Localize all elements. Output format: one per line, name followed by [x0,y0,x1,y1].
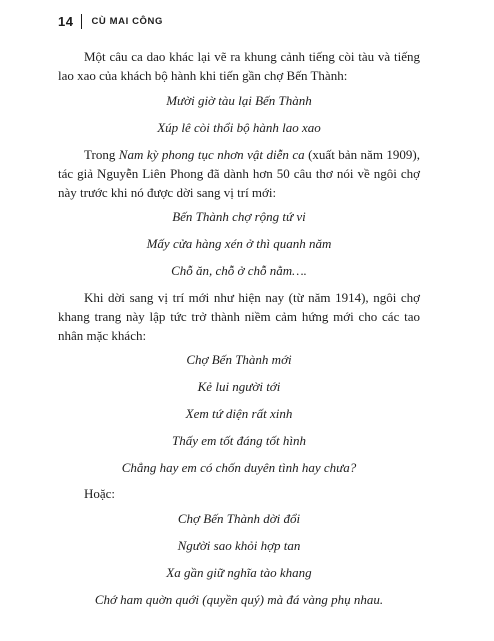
page-header [58,14,163,29]
paragraph-new-location: Khi dời sang vị trí mới như hiện nay (từ năm 1914), ngôi chợ khang trang này lập tức trở thành niềm cảm hứng mới cho các tao nhân mặc khách: [58,290,420,343]
verse-line: Xúp lê còi thổi bộ hành lao xao [157,120,321,135]
verse-line: Chẳng hay em có chốn duyên tình hay chưa? [121,460,357,475]
verse-line: Người sao khỏi hợp tan [177,538,301,553]
verse-line: Chớ ham quờn quới (quyền quý) mà đá vàng phụ nhau. [94,592,384,607]
verse-line: Thấy em tốt đáng tốt hình [172,433,306,448]
verse-line: Chỗ ăn, chỗ ở chỗ nằm…. [171,263,307,278]
book-title: Nam kỳ phong tục nhơn vật diễn ca [118,147,305,162]
verse-line: Xa gần giữ nghĩa tào khang [166,565,312,580]
text-segment: (xuất bản năm 1909), tác giả Nguyễn Liên Phong đã dành hơn 50 câu thơ nói về ngôi chợ này trước khi nó được dời sang vị trí mới: [58,147,420,200]
verse-line: Bến Thành chợ rộng tứ vi [172,209,306,224]
verse-cho-moi [58,352,420,475]
page-number: 14 [58,14,74,29]
verse-cho-doi-doi [58,511,420,607]
paragraph-intro: Một câu ca dao khác lại vẽ ra khung cảnh tiếng còi tàu và tiếng lao xao của khách bộ hành khi tiến gần chợ Bến Thành: [58,49,420,83]
verse-line: Xem tứ diện rất xinh [185,406,293,421]
paragraph-hoac: Hoặc: [84,486,116,501]
verse-line: Chợ Bến Thành mới [186,352,292,367]
paragraph-nam-ky [58,145,420,202]
text-segment: Trong [84,147,119,162]
verse-tau-ben-thanh [58,93,420,135]
header-divider [81,14,82,29]
verse-line: Chợ Bến Thành dời đổi [177,511,301,526]
verse-line: Mười giờ tàu lại Bến Thành [166,93,312,108]
running-title: CÙ MAI CÔNG [91,16,163,27]
verse-line: Mấy cửa hàng xén ở thì quanh năm [146,236,332,251]
verse-nguyen-lien-phong [58,209,420,278]
verse-line: Kẻ lui người tới [197,379,281,394]
page-body [58,47,420,607]
